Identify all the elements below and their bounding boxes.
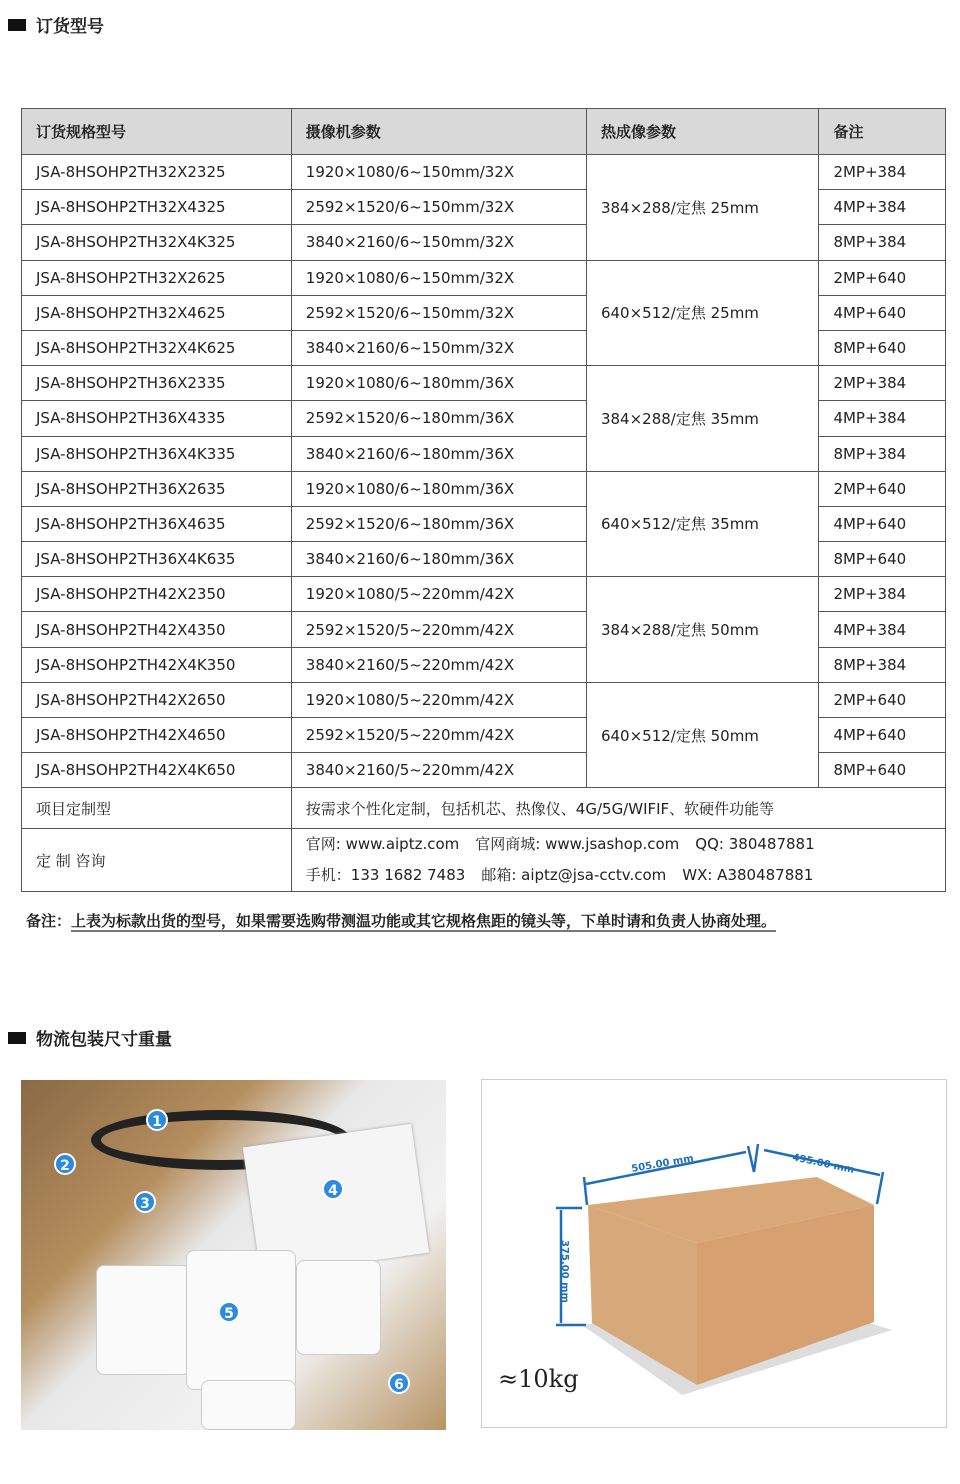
remark-cell: 8MP+640	[819, 330, 946, 365]
remark-cell: 8MP+384	[819, 436, 946, 471]
model-number-cell: JSA-8HSOHP2TH32X4K325	[22, 225, 292, 260]
camera-params-cell: 2592×1520/5~220mm/42X	[291, 612, 586, 647]
contact-phone: 手机：133 1682 7483	[305, 866, 466, 885]
section-title-order-models	[8, 12, 104, 37]
contact-shop[interactable]: 官网商城: www.jsashop.com	[475, 835, 680, 854]
camera-housing-right	[296, 1260, 381, 1355]
remark-cell: 4MP+640	[819, 295, 946, 330]
section-title-text: 物流包装尺寸重量	[36, 1030, 172, 1050]
camera-params-cell: 2592×1520/6~180mm/36X	[291, 401, 586, 436]
camera-params-cell: 3840×2160/5~220mm/42X	[291, 647, 586, 682]
remark-cell: 2MP+384	[819, 577, 946, 612]
contact-wx: WX: A380487881	[682, 866, 814, 885]
model-number-cell: JSA-8HSOHP2TH36X4K335	[22, 436, 292, 471]
thermal-params-cell: 384×288/定焦 50mm	[586, 577, 818, 683]
table-row	[22, 471, 946, 506]
custom-label: 项目定制型	[22, 788, 292, 829]
camera-params-cell: 2592×1520/6~180mm/36X	[291, 506, 586, 541]
thermal-params-cell: 640×512/定焦 35mm	[586, 471, 818, 577]
model-number-cell: JSA-8HSOHP2TH32X2625	[22, 260, 292, 295]
remark-cell: 8MP+384	[819, 225, 946, 260]
column-header: 热成像参数	[586, 109, 818, 155]
camera-params-cell: 1920×1080/5~220mm/42X	[291, 682, 586, 717]
item-badge-2: 2	[54, 1153, 76, 1175]
camera-params-cell: 2592×1520/6~150mm/32X	[291, 295, 586, 330]
contact-row	[22, 829, 946, 892]
remark-cell: 8MP+640	[819, 542, 946, 577]
package-contents-photo	[21, 1080, 446, 1430]
model-number-cell: JSA-8HSOHP2TH36X2335	[22, 366, 292, 401]
camera-params-cell: 2592×1520/5~220mm/42X	[291, 718, 586, 753]
box-weight: ≈10kg	[498, 1365, 579, 1393]
camera-params-cell: 1920×1080/5~220mm/42X	[291, 577, 586, 612]
remark-cell: 8MP+384	[819, 647, 946, 682]
remark-cell: 2MP+640	[819, 682, 946, 717]
camera-params-cell: 3840×2160/6~180mm/36X	[291, 436, 586, 471]
note	[26, 910, 776, 931]
remark-cell: 4MP+384	[819, 190, 946, 225]
camera-params-cell: 3840×2160/6~150mm/32X	[291, 330, 586, 365]
thermal-params-cell: 384×288/定焦 25mm	[586, 155, 818, 261]
remark-cell: 4MP+384	[819, 401, 946, 436]
box-depth-label: 495.00 mm	[791, 1152, 856, 1177]
remark-cell: 2MP+384	[819, 155, 946, 190]
remark-cell: 4MP+640	[819, 506, 946, 541]
camera-base	[201, 1380, 296, 1430]
remark-cell: 4MP+384	[819, 612, 946, 647]
note-text: 上表为标款出货的型号，如果需要选购带测温功能或其它规格焦距的镜头等，下单时请和负责人协商处理。	[71, 912, 777, 930]
remark-cell: 2MP+384	[819, 366, 946, 401]
model-number-cell: JSA-8HSOHP2TH36X4335	[22, 401, 292, 436]
camera-body	[186, 1250, 296, 1390]
contact-email[interactable]: 邮箱: aiptz@jsa-cctv.com	[481, 866, 667, 885]
column-header: 摄像机参数	[291, 109, 586, 155]
remark-cell: 8MP+640	[819, 753, 946, 788]
model-number-cell: JSA-8HSOHP2TH32X4625	[22, 295, 292, 330]
model-number-cell: JSA-8HSOHP2TH36X2635	[22, 471, 292, 506]
model-number-cell: JSA-8HSOHP2TH32X4325	[22, 190, 292, 225]
thermal-params-cell: 384×288/定焦 35mm	[586, 366, 818, 472]
note-label: 备注：	[26, 912, 72, 930]
table-row	[22, 682, 946, 717]
square-bullet-icon	[8, 19, 26, 31]
box-dimensions-figure	[481, 1079, 947, 1428]
item-badge-5: 5	[218, 1301, 240, 1323]
camera-params-cell: 3840×2160/5~220mm/42X	[291, 753, 586, 788]
contact-info	[291, 829, 945, 892]
item-badge-6: 6	[388, 1372, 410, 1394]
column-header: 订货规格型号	[22, 109, 292, 155]
model-number-cell: JSA-8HSOHP2TH42X2650	[22, 682, 292, 717]
thermal-params-cell: 640×512/定焦 25mm	[586, 260, 818, 366]
model-number-cell: JSA-8HSOHP2TH42X4650	[22, 718, 292, 753]
contact-website[interactable]: 官网: www.aiptz.com	[305, 835, 460, 854]
model-number-cell: JSA-8HSOHP2TH32X2325	[22, 155, 292, 190]
camera-params-cell: 1920×1080/6~180mm/36X	[291, 366, 586, 401]
section-title-text: 订货型号	[36, 17, 104, 37]
table-row	[22, 366, 946, 401]
remark-cell: 4MP+640	[819, 718, 946, 753]
camera-params-cell: 3840×2160/6~150mm/32X	[291, 225, 586, 260]
model-number-cell: JSA-8HSOHP2TH42X4350	[22, 612, 292, 647]
model-number-cell: JSA-8HSOHP2TH42X4K350	[22, 647, 292, 682]
thermal-params-cell: 640×512/定焦 50mm	[586, 682, 818, 788]
section-title-packaging	[8, 1025, 172, 1050]
square-bullet-icon	[8, 1032, 26, 1044]
camera-params-cell: 2592×1520/6~150mm/32X	[291, 190, 586, 225]
item-badge-4: 4	[322, 1178, 344, 1200]
custom-row	[22, 788, 946, 829]
contact-label: 定 制 咨询	[22, 829, 292, 892]
model-number-cell: JSA-8HSOHP2TH36X4635	[22, 506, 292, 541]
item-badge-3: 3	[134, 1191, 156, 1213]
table-row	[22, 155, 946, 190]
order-models-table	[21, 108, 946, 892]
table-row	[22, 260, 946, 295]
camera-params-cell: 1920×1080/6~150mm/32X	[291, 155, 586, 190]
remark-cell: 2MP+640	[819, 471, 946, 506]
remark-cell: 2MP+640	[819, 260, 946, 295]
box-width-label: 505.00 mm	[630, 1153, 695, 1175]
camera-params-cell: 1920×1080/6~180mm/36X	[291, 471, 586, 506]
column-header: 备注	[819, 109, 946, 155]
box-height-label: 375.00 mm	[559, 1240, 570, 1303]
model-number-cell: JSA-8HSOHP2TH36X4K635	[22, 542, 292, 577]
model-number-cell: JSA-8HSOHP2TH32X4K625	[22, 330, 292, 365]
model-number-cell: JSA-8HSOHP2TH42X4K650	[22, 753, 292, 788]
item-badge-1: 1	[146, 1109, 168, 1131]
contact-qq: QQ: 380487881	[695, 835, 815, 854]
camera-housing-left	[96, 1265, 191, 1375]
table-row	[22, 577, 946, 612]
model-number-cell: JSA-8HSOHP2TH42X2350	[22, 577, 292, 612]
custom-text: 按需求个性化定制，包括机芯、热像仪、4G/5G/WIFIF、软硬件功能等	[291, 788, 945, 829]
camera-params-cell: 1920×1080/6~150mm/32X	[291, 260, 586, 295]
camera-params-cell: 3840×2160/6~180mm/36X	[291, 542, 586, 577]
